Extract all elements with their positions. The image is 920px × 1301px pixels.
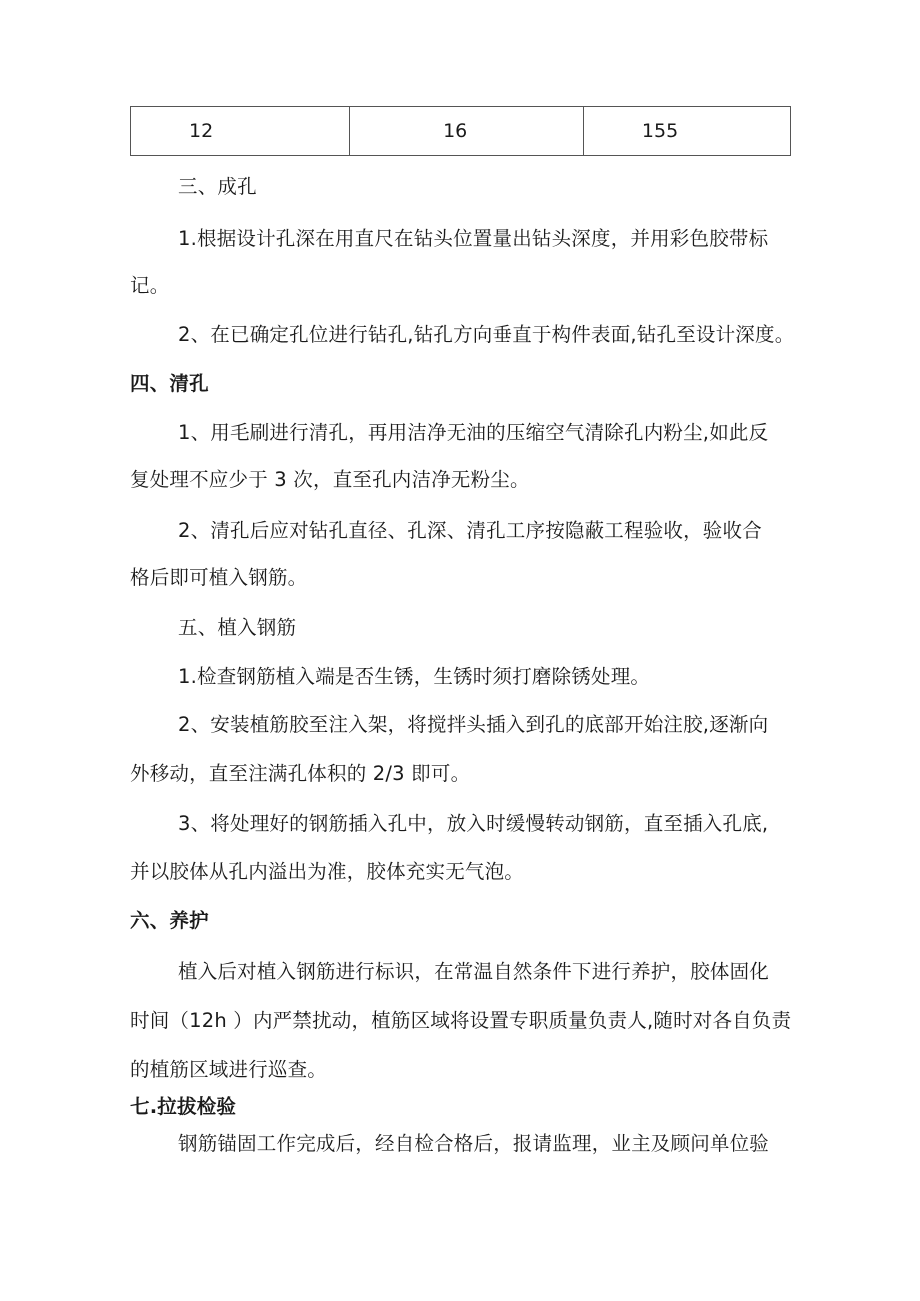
data-table	[130, 106, 791, 156]
paragraph-line: 格后即可植入钢筋。	[130, 566, 308, 589]
section-heading-4: 四、清孔	[130, 372, 209, 395]
paragraph-line: 2、在已确定孔位进行钻孔,钻孔方向垂直于构件表面,钻孔至设计深度。	[178, 323, 795, 346]
table-row	[131, 107, 791, 156]
paragraph-line: 复处理不应少于 3 次，直至孔内洁净无粉尘。	[130, 468, 530, 491]
table-cell: 155	[583, 107, 790, 156]
paragraph-line: 记。	[130, 274, 170, 297]
paragraph-line: 2、清孔后应对钻孔直径、孔深、清孔工序按隐蔽工程验收，验收合	[178, 519, 762, 542]
paragraph-line: 的植筋区域进行巡查。	[130, 1058, 328, 1081]
paragraph-line: 并以胶体从孔内溢出为准，胶体充实无气泡。	[130, 860, 525, 883]
table-cell: 12	[131, 107, 350, 156]
section-heading-5: 五、植入钢筋	[178, 616, 297, 639]
paragraph-line: 植入后对植入钢筋进行标识，在常温自然条件下进行养护，胶体固化	[178, 960, 770, 983]
paragraph-line: 1、用毛刷进行清孔，再用洁净无油的压缩空气清除孔内粉尘,如此反	[178, 421, 769, 444]
paragraph-line: 钢筋锚固工作完成后，经自检合格后，报请监理，业主及顾问单位验	[178, 1132, 770, 1155]
paragraph-line: 1.根据设计孔深在用直尺在钻头位置量出钻头深度，并用彩色胶带标	[178, 227, 769, 250]
paragraph-line: 时间（12h ）内严禁扰动，植筋区域将设置专职质量负责人,随时对各自负责	[130, 1009, 792, 1032]
paragraph-line: 1.检查钢筋植入端是否生锈，生锈时须打磨除锈处理。	[178, 665, 651, 688]
paragraph-line: 3、将处理好的钢筋插入孔中，放入时缓慢转动钢筋，直至插入孔底,	[178, 812, 769, 835]
section-heading-7: 七.拉拔检验	[130, 1095, 237, 1118]
section-heading-6: 六、养护	[130, 909, 209, 932]
table-cell: 16	[350, 107, 584, 156]
paragraph-line: 2、安装植筋胶至注入架，将搅拌头插入到孔的底部开始注胶,逐渐向	[178, 713, 769, 736]
section-heading-3: 三、成孔	[178, 175, 257, 198]
paragraph-line: 外移动，直至注满孔体积的 2/3 即可。	[130, 762, 471, 785]
